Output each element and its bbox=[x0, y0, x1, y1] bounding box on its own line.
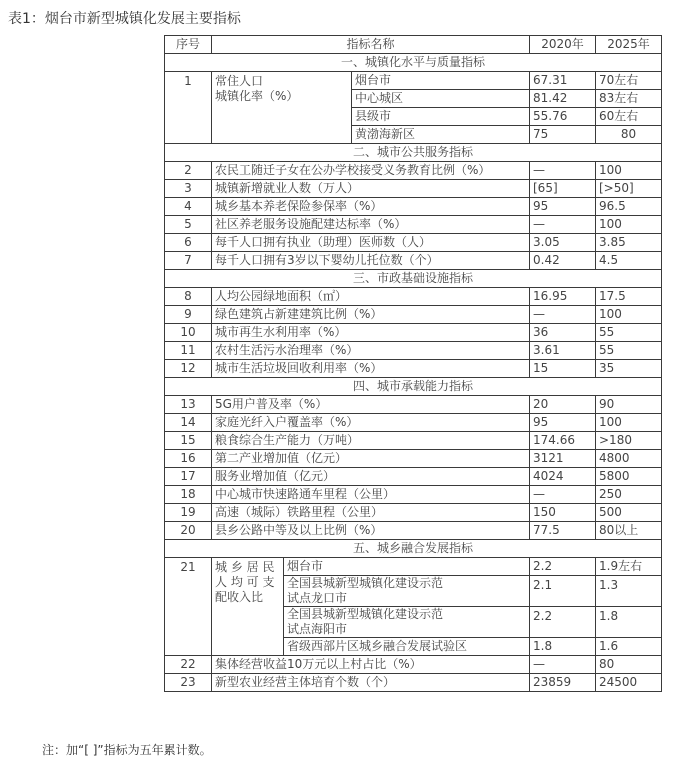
row-no: 22 bbox=[165, 656, 212, 674]
row-name: 5G用户普及率（%） bbox=[212, 396, 530, 414]
table-row bbox=[165, 72, 662, 90]
value-2025: 70左右 bbox=[596, 72, 662, 90]
row-no: 21 bbox=[165, 558, 212, 656]
section-title: 一、城镇化水平与质量指标 bbox=[165, 54, 662, 72]
header-row bbox=[165, 36, 662, 54]
value-2025: 100 bbox=[596, 162, 662, 180]
value-2025: 100 bbox=[596, 216, 662, 234]
row-name: 服务业增加值（亿元） bbox=[212, 468, 530, 486]
value-2020: 95 bbox=[530, 198, 596, 216]
value-2025: 5800 bbox=[596, 468, 662, 486]
row-name: 高速（城际）铁路里程（公里） bbox=[212, 504, 530, 522]
row-name: 每千人口拥有3岁以下婴幼儿托位数（个） bbox=[212, 252, 530, 270]
value-2025: 83左右 bbox=[596, 90, 662, 108]
sub-name-line: 试点龙口市 bbox=[287, 591, 348, 605]
value-2020: 95 bbox=[530, 414, 596, 432]
row-label-line: 人 均 可 支 bbox=[215, 575, 275, 589]
sub-name: 县级市 bbox=[352, 108, 530, 126]
value-2020: 23859 bbox=[530, 674, 596, 692]
value-2025: 4800 bbox=[596, 450, 662, 468]
row-name: 农民工随迁子女在公办学校接受义务教育比例（%） bbox=[212, 162, 530, 180]
table-row bbox=[165, 414, 662, 432]
value-2020: 3.05 bbox=[530, 234, 596, 252]
section-title: 四、城市承载能力指标 bbox=[165, 378, 662, 396]
value-2020: — bbox=[530, 162, 596, 180]
row-name: 集体经营收益10万元以上村占比（%） bbox=[212, 656, 530, 674]
table-row bbox=[165, 674, 662, 692]
section-row bbox=[165, 270, 662, 288]
value-2020: 81.42 bbox=[530, 90, 596, 108]
row-no: 3 bbox=[165, 180, 212, 198]
table-row bbox=[165, 234, 662, 252]
value-2025: 80 bbox=[596, 126, 662, 144]
row-name: 城市再生水利用率（%） bbox=[212, 324, 530, 342]
value-2025: >180 bbox=[596, 432, 662, 450]
row-name: 粮食综合生产能力（万吨） bbox=[212, 432, 530, 450]
row-no: 8 bbox=[165, 288, 212, 306]
row-no: 23 bbox=[165, 674, 212, 692]
sub-name: 黄渤海新区 bbox=[352, 126, 530, 144]
table-row bbox=[165, 198, 662, 216]
sub-name: 中心城区 bbox=[352, 90, 530, 108]
value-2025: 96.5 bbox=[596, 198, 662, 216]
value-2020: 3121 bbox=[530, 450, 596, 468]
table-row bbox=[165, 396, 662, 414]
value-2020: 174.66 bbox=[530, 432, 596, 450]
value-2020: 150 bbox=[530, 504, 596, 522]
row-label-line: 常住人口 bbox=[215, 74, 264, 88]
row-label-line: 配收入比 bbox=[215, 590, 264, 604]
row-no: 2 bbox=[165, 162, 212, 180]
row-no: 20 bbox=[165, 522, 212, 540]
row-no: 10 bbox=[165, 324, 212, 342]
section-title: 三、市政基础设施指标 bbox=[165, 270, 662, 288]
section-title: 二、城市公共服务指标 bbox=[165, 144, 662, 162]
row-name: 城镇新增就业人数（万人） bbox=[212, 180, 530, 198]
value-2025: 1.8 bbox=[596, 607, 662, 638]
sub-name: 烟台市 bbox=[352, 72, 530, 90]
value-2020: 15 bbox=[530, 360, 596, 378]
value-2020: 2.2 bbox=[530, 607, 596, 638]
value-2020: 16.95 bbox=[530, 288, 596, 306]
sub-name-line: 全国县城新型城镇化建设示范 bbox=[287, 607, 444, 621]
value-2025: 90 bbox=[596, 396, 662, 414]
row-no: 7 bbox=[165, 252, 212, 270]
row-name: 中心城市快速路通车里程（公里） bbox=[212, 486, 530, 504]
table-row bbox=[165, 558, 662, 576]
row-name: 每千人口拥有执业（助理）医师数（人） bbox=[212, 234, 530, 252]
value-2020: 36 bbox=[530, 324, 596, 342]
value-2020: — bbox=[530, 486, 596, 504]
value-2025: [>50] bbox=[596, 180, 662, 198]
sub-name bbox=[284, 607, 530, 638]
value-2025: 80以上 bbox=[596, 522, 662, 540]
table-row bbox=[165, 450, 662, 468]
value-2020: 1.8 bbox=[530, 638, 596, 656]
row-no: 12 bbox=[165, 360, 212, 378]
row-name: 县乡公路中等及以上比例（%） bbox=[212, 522, 530, 540]
row-no: 18 bbox=[165, 486, 212, 504]
value-2020: — bbox=[530, 216, 596, 234]
value-2025: 17.5 bbox=[596, 288, 662, 306]
row-no: 4 bbox=[165, 198, 212, 216]
row-no: 19 bbox=[165, 504, 212, 522]
table-row bbox=[165, 522, 662, 540]
value-2025: 24500 bbox=[596, 674, 662, 692]
value-2025: 55 bbox=[596, 324, 662, 342]
section-title: 五、城乡融合发展指标 bbox=[165, 540, 662, 558]
table-row bbox=[165, 306, 662, 324]
value-2025: 80 bbox=[596, 656, 662, 674]
value-2020: 0.42 bbox=[530, 252, 596, 270]
table-row bbox=[165, 486, 662, 504]
value-2025: 500 bbox=[596, 504, 662, 522]
table-row bbox=[165, 252, 662, 270]
sub-name: 省级西部片区城乡融合发展试验区 bbox=[284, 638, 530, 656]
sub-name-line: 试点海阳市 bbox=[287, 622, 348, 636]
value-2020: [65] bbox=[530, 180, 596, 198]
table-row bbox=[165, 216, 662, 234]
value-2025: 60左右 bbox=[596, 108, 662, 126]
value-2025: 100 bbox=[596, 306, 662, 324]
row-no: 16 bbox=[165, 450, 212, 468]
value-2025: 35 bbox=[596, 360, 662, 378]
table-title: 表1：烟台市新型城镇化发展主要指标 bbox=[8, 11, 241, 27]
section-row bbox=[165, 54, 662, 72]
value-2025: 1.6 bbox=[596, 638, 662, 656]
table-row bbox=[165, 342, 662, 360]
value-2020: 4024 bbox=[530, 468, 596, 486]
row-name: 绿色建筑占新建建筑比例（%） bbox=[212, 306, 530, 324]
row-no: 6 bbox=[165, 234, 212, 252]
row-no: 5 bbox=[165, 216, 212, 234]
sub-name: 烟台市 bbox=[284, 558, 530, 576]
sub-name bbox=[284, 576, 530, 607]
value-2025: 1.3 bbox=[596, 576, 662, 607]
section-row bbox=[165, 144, 662, 162]
header-2025: 2025年 bbox=[596, 36, 662, 54]
row-no: 17 bbox=[165, 468, 212, 486]
row-no: 9 bbox=[165, 306, 212, 324]
table-row bbox=[165, 288, 662, 306]
value-2020: — bbox=[530, 306, 596, 324]
row-name: 城市生活垃圾回收利用率（%） bbox=[212, 360, 530, 378]
value-2020: 20 bbox=[530, 396, 596, 414]
table-row bbox=[165, 162, 662, 180]
value-2020: 2.2 bbox=[530, 558, 596, 576]
value-2025: 1.9左右 bbox=[596, 558, 662, 576]
value-2020: 3.61 bbox=[530, 342, 596, 360]
table-row bbox=[165, 432, 662, 450]
sub-name-line: 全国县城新型城镇化建设示范 bbox=[287, 576, 444, 590]
row-name: 人均公园绿地面积（㎡） bbox=[212, 288, 530, 306]
header-name: 指标名称 bbox=[212, 36, 530, 54]
row-label-line: 城 乡 居 民 bbox=[215, 560, 275, 574]
row-name: 社区养老服务设施配建达标率（%） bbox=[212, 216, 530, 234]
row-name: 农村生活污水治理率（%） bbox=[212, 342, 530, 360]
indicator-table bbox=[164, 35, 662, 692]
table-note: 注：加“[ ]”指标为五年累计数。 bbox=[42, 743, 212, 757]
row-no: 1 bbox=[165, 72, 212, 144]
row-name: 第二产业增加值（亿元） bbox=[212, 450, 530, 468]
table-row bbox=[165, 324, 662, 342]
value-2020: 75 bbox=[530, 126, 596, 144]
value-2020: 77.5 bbox=[530, 522, 596, 540]
row-label bbox=[212, 558, 284, 656]
value-2025: 100 bbox=[596, 414, 662, 432]
row-label-line: 城镇化率（%） bbox=[215, 89, 299, 103]
table-row bbox=[165, 468, 662, 486]
row-label bbox=[212, 72, 352, 144]
value-2025: 55 bbox=[596, 342, 662, 360]
value-2020: 2.1 bbox=[530, 576, 596, 607]
header-2020: 2020年 bbox=[530, 36, 596, 54]
value-2025: 3.85 bbox=[596, 234, 662, 252]
value-2020: 55.76 bbox=[530, 108, 596, 126]
row-name: 家庭光纤入户覆盖率（%） bbox=[212, 414, 530, 432]
value-2025: 250 bbox=[596, 486, 662, 504]
table-row bbox=[165, 656, 662, 674]
table-row bbox=[165, 360, 662, 378]
row-no: 15 bbox=[165, 432, 212, 450]
row-no: 11 bbox=[165, 342, 212, 360]
value-2025: 4.5 bbox=[596, 252, 662, 270]
row-name: 新型农业经营主体培育个数（个） bbox=[212, 674, 530, 692]
table-row bbox=[165, 180, 662, 198]
section-row bbox=[165, 378, 662, 396]
row-no: 13 bbox=[165, 396, 212, 414]
header-no: 序号 bbox=[165, 36, 212, 54]
table-row bbox=[165, 504, 662, 522]
value-2020: — bbox=[530, 656, 596, 674]
section-row bbox=[165, 540, 662, 558]
value-2020: 67.31 bbox=[530, 72, 596, 90]
row-name: 城乡基本养老保险参保率（%） bbox=[212, 198, 530, 216]
row-no: 14 bbox=[165, 414, 212, 432]
